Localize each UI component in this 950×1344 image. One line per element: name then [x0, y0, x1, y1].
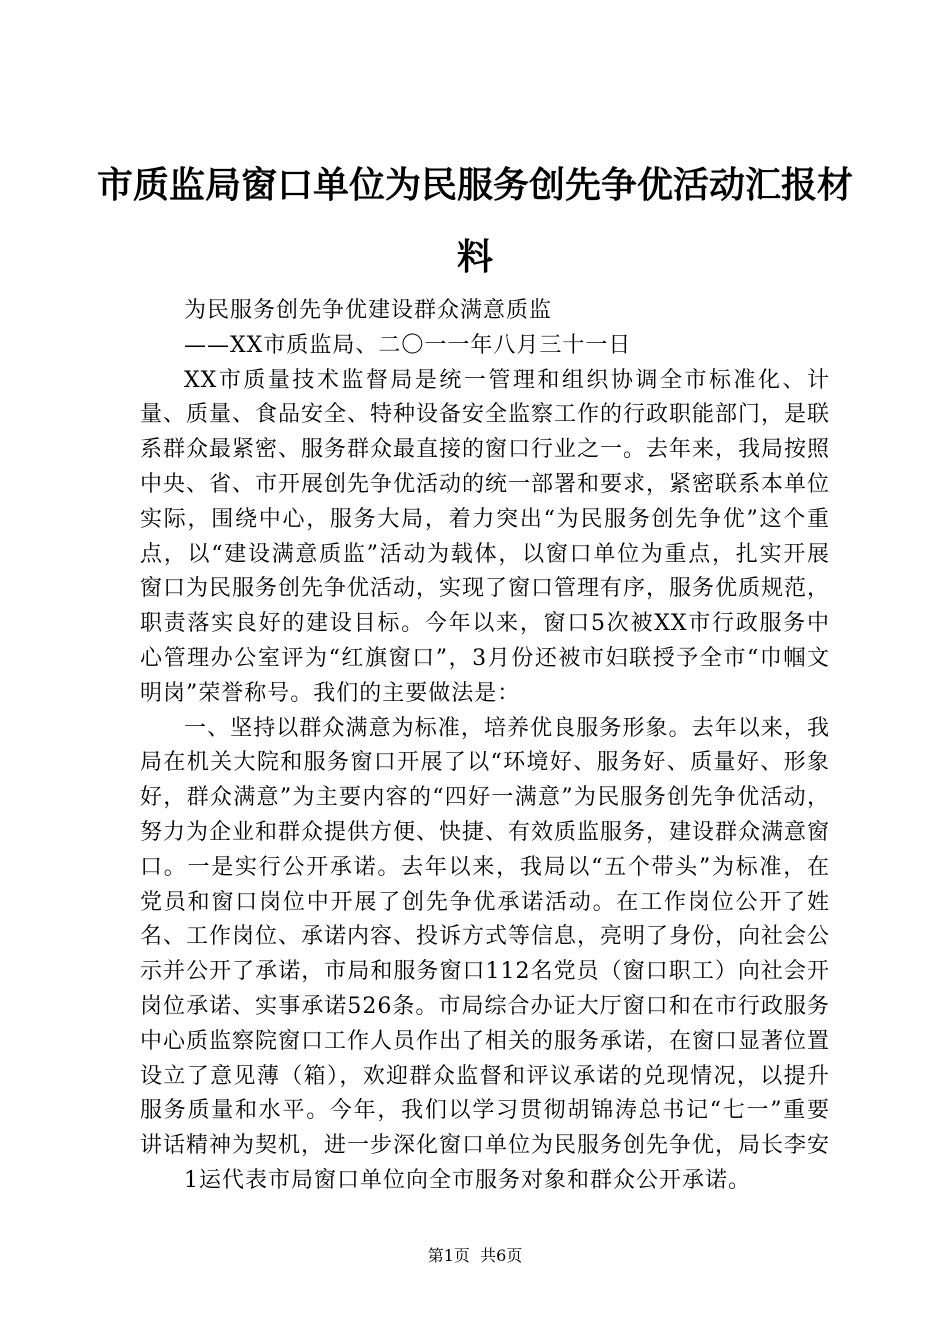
document-body	[140, 294, 830, 1199]
page-footer	[0, 1244, 950, 1268]
continuation-paragraph: 1运代表市局窗口单位向全市服务对象和群众公开承诺。	[184, 1167, 751, 1193]
intro-paragraph: XX市质量技术监督局是统一管理和组织协调全市标准化、计量、质量、食品安全、特种设备安全监察工作的行政职能部门，是联系群众最紧密、服务群众最直接的窗口行业之一。去年来，我局按照中央、省、市开展创先争优活动的统一部署和要求，紧密联系本单位实际，围绕中心，服务大局，着力突出“为民服务创先争优”这个重点，以“建设满意质监”活动为载体，以窗口单位为重点，扎实开展窗口为民服务创先争优活动，实现了窗口管理有序，服务优质规范，职责落实良好的建设目标。今年以来，窗口5次被XX市行政服务中心管理办公室评为“红旗窗口”，3月份还被市妇联授予全市“巾帼文明岗”荣誉称号。我们的主要做法是：	[140, 367, 831, 706]
subtitle-paragraph: 为民服务创先争优建设群众满意质监	[184, 298, 553, 323]
page-number: 第1页	[427, 1246, 470, 1265]
section-one-paragraph: 一、坚持以群众满意为标准，培养优良服务形象。去年以来，我局在机关大院和服务窗口开展了以“环境好、服务好、质量好、形象好，群众满意”为主要内容的“四好一满意”为民服务创先争优活动，努力为企业和群众提供方便、快捷、有效质监服务，建设群众满意窗口。一是实行公开承诺。去年以来，我局以“五个带头”为标准，在党员和窗口岗位中开展了创先争优承诺活动。在工作岗位公开了姓名、工作岗位、承诺内容、投诉方式等信息，亮明了身份，向社会公示并公开了承诺，市局和服务窗口112名党员（窗口职工）向社会开岗位承诺、实事承诺526条。市局综合办证大厅窗口和在市行政服务中心质监察院窗口工作人员作出了相关的服务承诺，在窗口显著位置设立了意见薄（箱），欢迎群众监督和评议承诺的兑现情况，以提升服务质量和水平。今年，我们以学习贯彻胡锦涛总书记“七一”重要讲话精神为契机，进一步深化窗口单位为民服务创先争优，局长李安	[140, 715, 831, 1159]
document-title: 市质监局窗口单位为民服务创先争优活动汇报材料	[96, 165, 853, 278]
page-total: 共6页	[480, 1246, 523, 1265]
byline-paragraph: ——XX市质监局、二〇一一年八月三十一日	[184, 332, 632, 358]
